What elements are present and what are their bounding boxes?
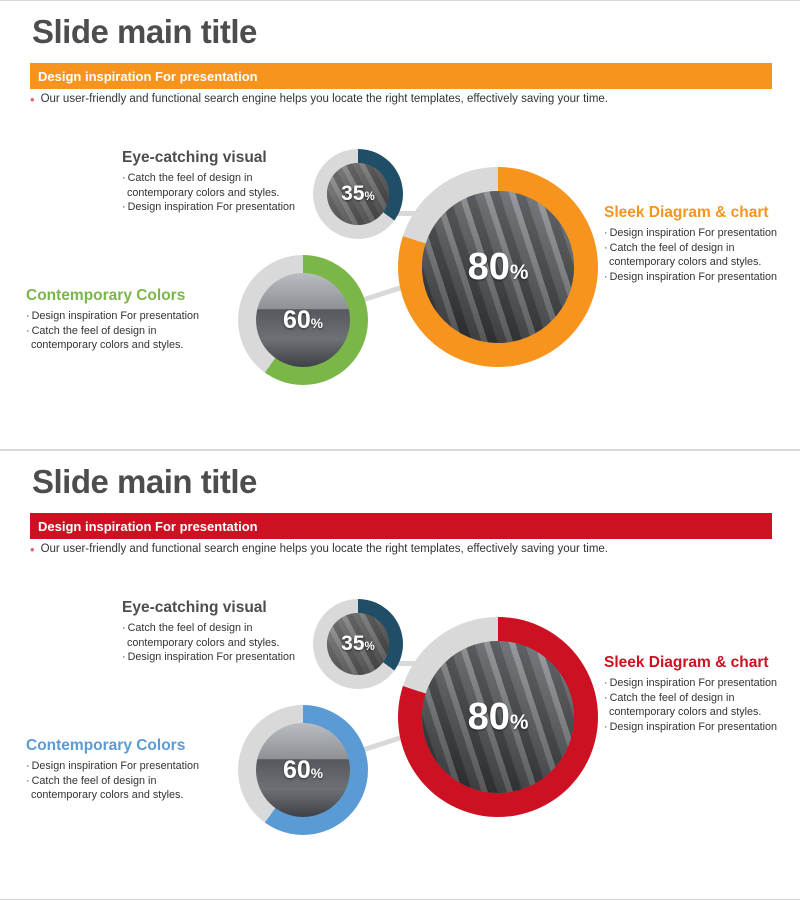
sleek-diagram-line-1: · Design inspiration For presentation (604, 227, 778, 239)
contemporary-colors-heading-2: Contemporary Colors (26, 737, 186, 754)
intro-bullet-text-2: Our user-friendly and functional search engine helps you locate the right templates, effectively saving your time. (40, 543, 608, 555)
sleek-diagram-line-3: contemporary colors and styles. (609, 256, 762, 268)
donut-label-35-2: 35% (341, 632, 375, 655)
contemporary-colors-line-3: contemporary colors and styles. (31, 339, 184, 351)
page-title: Slide main title (32, 13, 257, 50)
sleek-diagram-line-4-2: · Design inspiration For presentation (604, 720, 778, 733)
eye-catching-line-3-2: · Design inspiration For presentation (122, 651, 296, 663)
text-block-eye-catching-2 (122, 599, 332, 665)
ribbon-banner-2 (30, 513, 772, 539)
sleek-diagram-line-3-2: contemporary colors and styles. (609, 706, 762, 718)
sleek-diagram-line-2-2: · Catch the feel of design in (604, 691, 735, 704)
ribbon-label: Design inspiration For presentation (38, 68, 258, 84)
intro-bullet (30, 93, 608, 106)
slide-2 (0, 450, 800, 900)
contemporary-colors-line-2: · Catch the feel of design in (26, 324, 157, 337)
donut-label-80: 80% (467, 245, 529, 288)
contemporary-colors-line-3-2: contemporary colors and styles. (31, 789, 184, 801)
eye-catching-line-1-2: · Catch the feel of design in (122, 622, 253, 634)
sleek-diagram-heading: Sleek Diagram & chart (604, 204, 769, 221)
eye-catching-line-2: contemporary colors and styles. (127, 186, 280, 199)
sleek-diagram-heading-2: Sleek Diagram & chart (604, 654, 769, 671)
bullet-dot-icon: • (30, 92, 35, 107)
ribbon-label-2: Design inspiration For presentation (38, 518, 258, 534)
eye-catching-line-3: · Design inspiration For presentation (122, 201, 296, 213)
eye-catching-line-1: · Catch the feel of design in (122, 172, 253, 184)
contemporary-colors-line-1: · Design inspiration For presentation (26, 310, 200, 322)
text-block-eye-catching (122, 149, 332, 215)
eye-catching-heading: Eye-catching visual (122, 149, 267, 166)
eye-catching-line-2-2: contemporary colors and styles. (127, 636, 280, 649)
ribbon-banner (30, 63, 772, 89)
intro-bullet-text: Our user-friendly and functional search engine helps you locate the right templates, effectively saving your time. (40, 93, 608, 105)
donut-label-35: 35% (341, 182, 375, 205)
sleek-diagram-line-1-2: · Design inspiration For presentation (604, 677, 778, 689)
contemporary-colors-line-2-2: · Catch the feel of design in (26, 774, 157, 787)
eye-catching-heading-2: Eye-catching visual (122, 599, 267, 616)
intro-bullet-2 (30, 543, 608, 556)
donut-chart-80-2 (398, 617, 598, 817)
bullet-dot-icon-2: • (30, 542, 35, 557)
donut-chart-60-2 (238, 705, 368, 835)
donut-chart-60 (238, 255, 368, 385)
text-block-sleek-diagram (604, 204, 800, 284)
donut-label-60-2: 60% (282, 755, 324, 784)
sleek-diagram-line-4: · Design inspiration For presentation (604, 270, 778, 283)
donut-label-80-2: 80% (467, 695, 529, 738)
text-block-sleek-diagram-2 (604, 654, 800, 734)
page-title-2: Slide main title (32, 463, 257, 500)
contemporary-colors-heading: Contemporary Colors (26, 287, 186, 304)
sleek-diagram-line-2: · Catch the feel of design in (604, 241, 735, 254)
donut-label-60: 60% (282, 305, 324, 334)
donut-chart-80 (398, 167, 598, 367)
contemporary-colors-line-1-2: · Design inspiration For presentation (26, 760, 200, 772)
text-block-contemporary-colors (26, 287, 256, 353)
text-block-contemporary-colors-2 (26, 737, 256, 803)
